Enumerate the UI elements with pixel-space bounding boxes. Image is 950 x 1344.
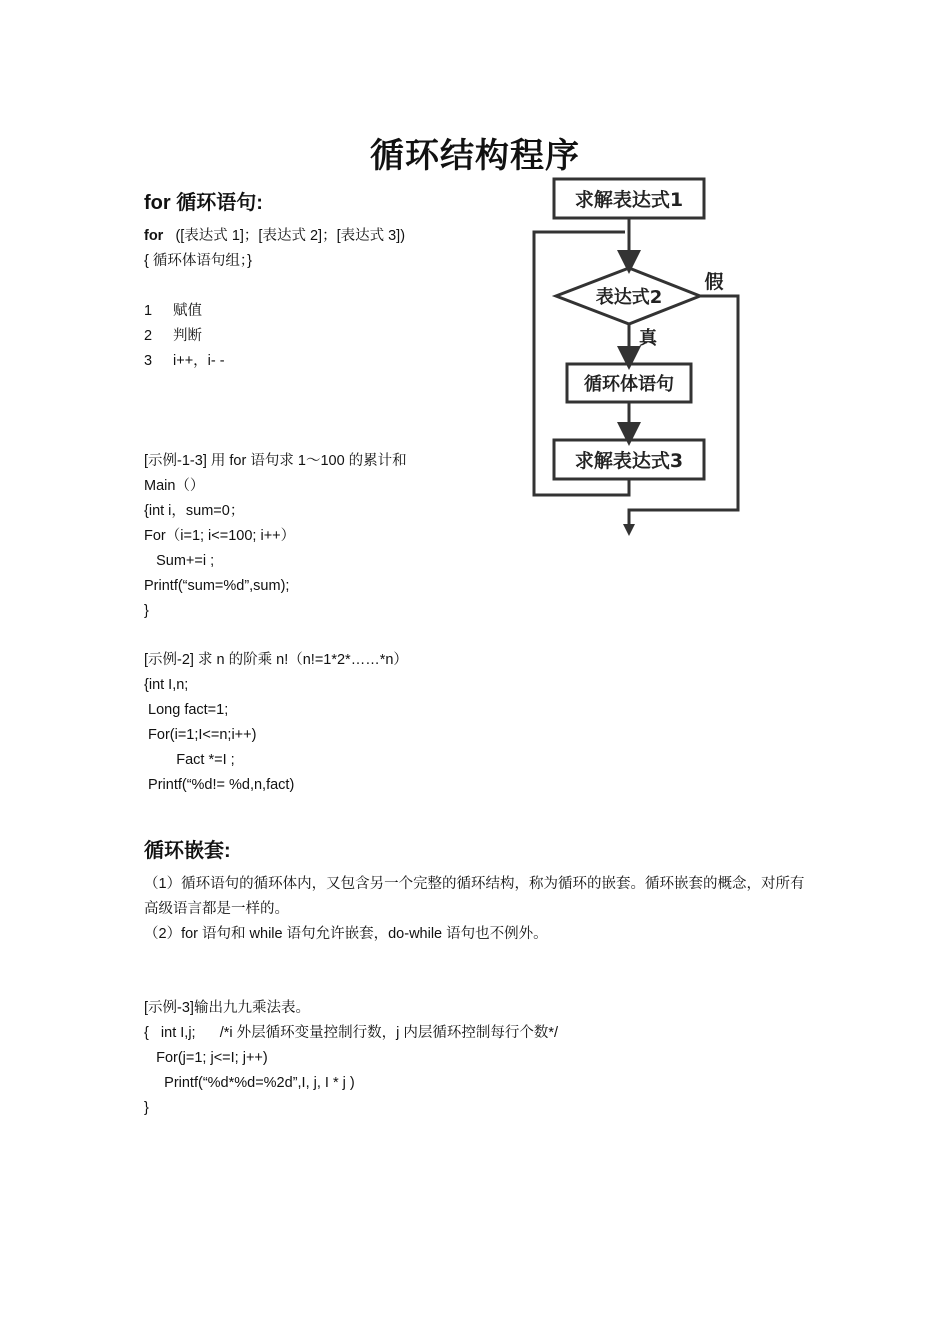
- code-line: {int i，sum=0；: [144, 503, 245, 519]
- code-line: Printf(“sum=%d”,sum);: [144, 578, 290, 594]
- flowchart-false-label: 假: [704, 271, 724, 293]
- step-item: [144, 326, 202, 346]
- for-loop-flowchart: [520, 170, 760, 550]
- flowchart-true-label: 真: [639, 328, 657, 349]
- flowchart-box3-label: 求解表达式3: [574, 450, 684, 472]
- nesting-paragraph-2: （2）for 语句和 while 语句允许嵌套，do-while 语句也不例外。: [144, 926, 548, 942]
- page-title: 循环结构程序: [370, 136, 580, 176]
- code-line: }: [144, 1100, 149, 1116]
- code-line: Printf(“%d*%d=%2d”,I, j, I * j ): [144, 1075, 355, 1091]
- for-syntax-expressions: ([表达式 1]；[表达式 2]；[表达式 3]): [175, 228, 406, 244]
- code-line: Fact *=I ;: [144, 752, 235, 768]
- code-line: { int I,j; /*i 外层循环变量控制行数，j 内层循环控制每行个数*/: [144, 1025, 559, 1041]
- nesting-paragraph-1: （1）循环语句的循环体内，又包含另一个完整的循环结构，称为循环的嵌套。循环嵌套的概念，对所有高级语言都是一样的。: [144, 876, 805, 917]
- for-syntax-body: { 循环体语句组；}: [144, 253, 252, 269]
- step-number: 2: [144, 328, 153, 344]
- code-line: Printf(“%d!= %d,n,fact): [144, 777, 295, 793]
- step-text: i++，i- -: [173, 353, 225, 369]
- step-number: 3: [144, 353, 153, 369]
- code-line: {int I,n;: [144, 677, 189, 693]
- example1-heading: [示例-1-3] 用 for 语句求 1～100 的累计和: [144, 453, 407, 469]
- example3-heading: [示例-3]输出九九乘法表。: [144, 1000, 310, 1016]
- nesting-section-heading: 循环嵌套:: [144, 840, 231, 862]
- code-line: For(j=1; j<=I; j++): [144, 1050, 268, 1066]
- step-item: [144, 301, 202, 321]
- code-line: For(i=1;I<=n;i++): [144, 727, 257, 743]
- step-item: [144, 351, 225, 371]
- code-line: Long fact=1;: [144, 702, 229, 718]
- for-keyword: for: [144, 228, 164, 244]
- step-number: 1: [144, 303, 153, 319]
- flowchart-exit-arrowhead: [623, 524, 635, 536]
- step-text: 赋值: [173, 303, 202, 319]
- code-line: Main（）: [144, 478, 205, 494]
- code-line: }: [144, 603, 149, 619]
- code-line: Sum+=i ;: [144, 553, 215, 569]
- example2-heading: [示例-2] 求 n 的阶乘 n!（n!=1*2*……*n）: [144, 652, 408, 668]
- for-syntax-line: [144, 226, 405, 246]
- flowchart-box2-label: 循环体语句: [584, 374, 674, 395]
- step-text: 判断: [173, 328, 202, 344]
- code-line: For（i=1; i<=100; i++）: [144, 528, 296, 544]
- for-section-heading: for 循环语句:: [144, 192, 263, 214]
- flowchart-diamond-label: 表达式2: [595, 287, 663, 308]
- flowchart-box1-label: 求解表达式1: [574, 189, 684, 211]
